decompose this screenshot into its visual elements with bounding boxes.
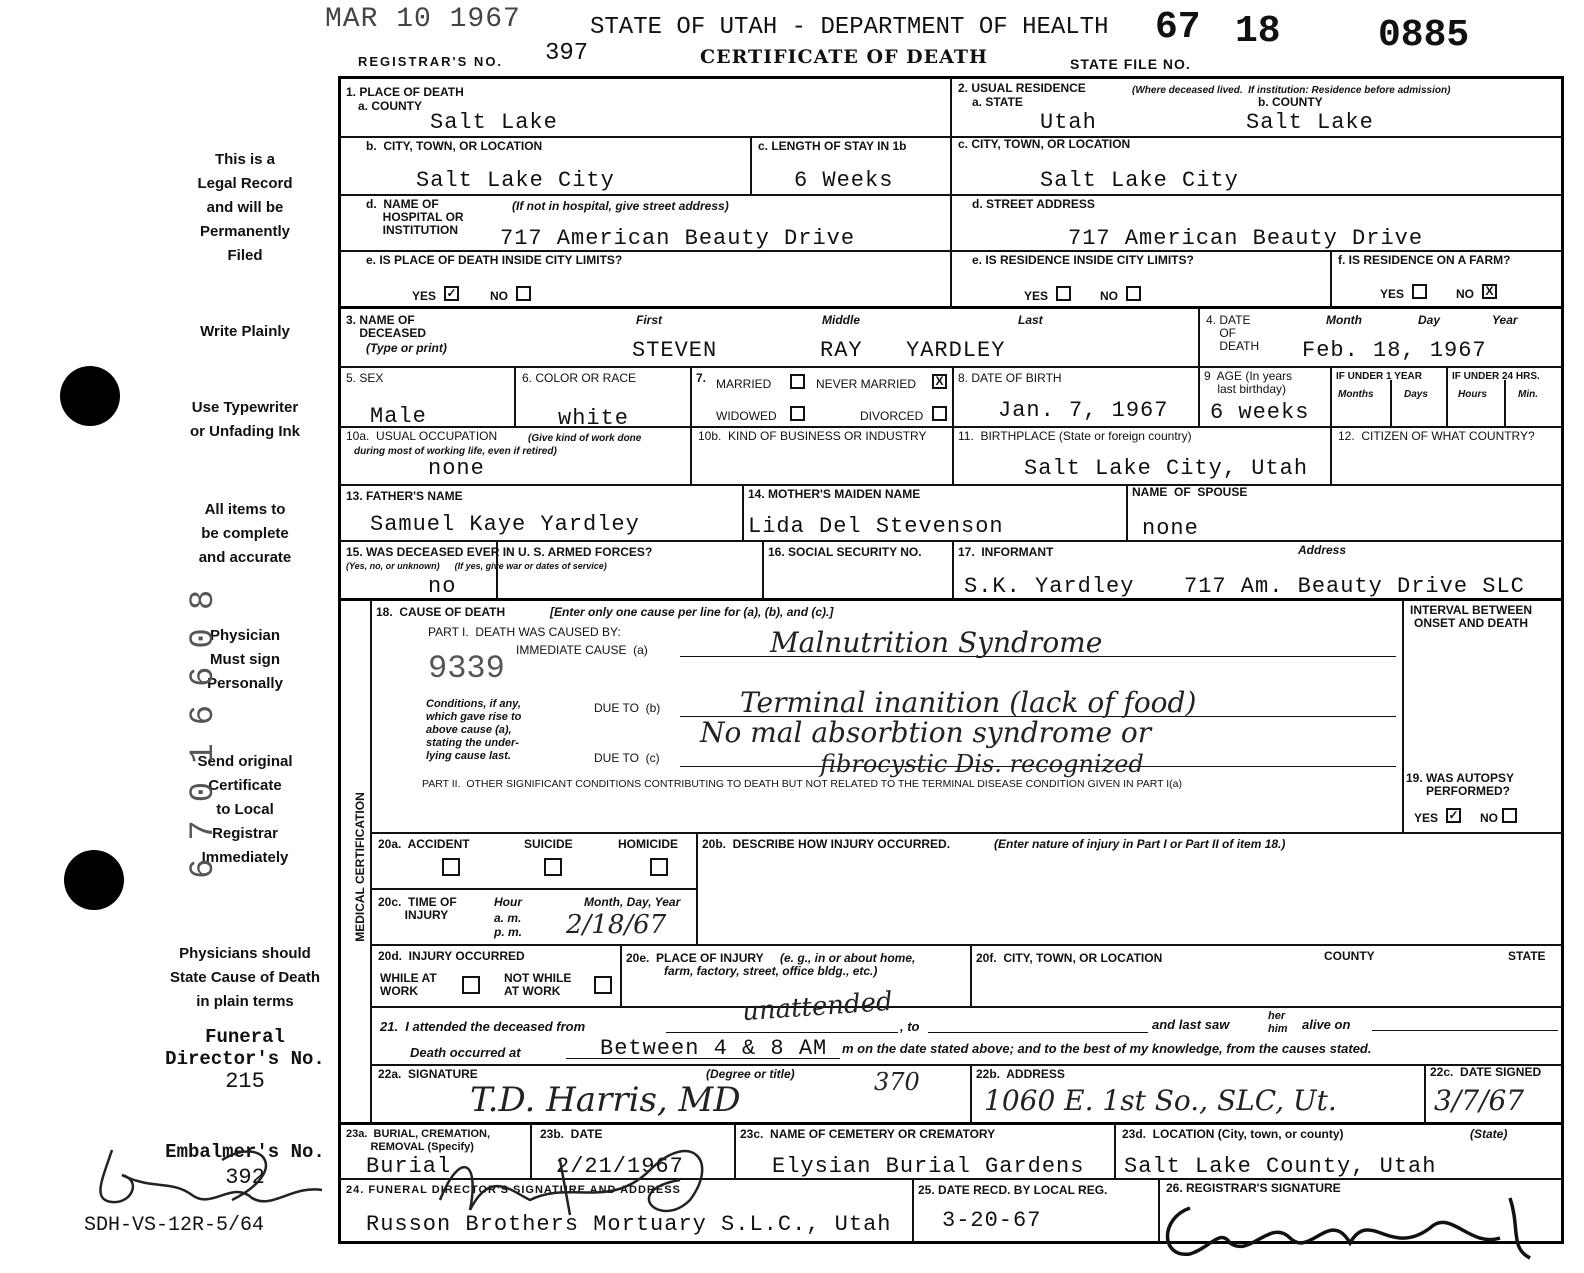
cause-a: Malnutrition Syndrome (770, 626, 1103, 659)
street-value: 717 American Beauty Drive (1068, 226, 1424, 251)
injury-state-heading: STATE (1508, 949, 1546, 963)
date-signed-label: 22c. DATE SIGNED (1430, 1065, 1542, 1079)
business-label: 10b. KIND OF BUSINESS OR INDUSTRY (698, 429, 927, 443)
res-city-limits-no-box[interactable] (1126, 286, 1141, 301)
street-label: d. STREET ADDRESS (972, 197, 1095, 211)
county-value: Salt Lake (430, 110, 558, 135)
physician-address-label: 22b. ADDRESS (976, 1067, 1065, 1081)
sidebar-embalmer-no: 392 (225, 1165, 265, 1190)
month-heading: Month (1326, 313, 1362, 327)
first-heading: First (636, 313, 663, 327)
funeral-director-label: 24. FUNERAL DIRECTOR'S SIGNATURE AND ADDRESS (346, 1184, 681, 1196)
city-value: Salt Lake City (416, 168, 615, 193)
citizen-label: 12. CITIZEN OF WHAT COUNTRY? (1338, 429, 1535, 443)
file-no-district: 18 (1235, 10, 1281, 53)
mother-label: 14. MOTHER'S MAIDEN NAME (748, 487, 921, 501)
autopsy-yes-box[interactable]: ✓ (1446, 808, 1461, 823)
birth-label: 8. DATE OF BIRTH (958, 371, 1062, 385)
sidebar-physician-sign: Physician Must sign Personally (207, 627, 283, 692)
date-received: 3-20-67 (942, 1208, 1042, 1233)
armed-forces-value: no (428, 574, 457, 599)
while-work-label: WHILE AT WORK (380, 971, 437, 998)
injury-describe-label: 20b. DESCRIBE HOW INJURY OCCURRED. (702, 837, 951, 851)
sidebar-all-items: All items to be complete and accurate (198, 501, 292, 566)
divorced-label: DIVORCED (860, 409, 924, 423)
cause-b: Terminal inanition (lack of food) (740, 686, 1197, 719)
farm-no-label: NO (1456, 287, 1474, 301)
autopsy-yes-label: YES (1414, 811, 1439, 825)
physician-number: 370 (874, 1068, 920, 1096)
under-24-label: IF UNDER 24 HRS. (1452, 371, 1540, 382)
informant-value: S.K. Yardley (964, 574, 1135, 599)
widowed-box[interactable] (790, 406, 805, 421)
res-city-label: c. CITY, TOWN, OR LOCATION (958, 137, 1131, 151)
occupation-value: none (428, 456, 485, 481)
widowed-label: WIDOWED (716, 409, 777, 423)
address-heading: Address (1298, 543, 1347, 557)
date-death-label: 4. DATE OF DEATH (1206, 313, 1260, 353)
name-label: 3. NAME OF DECEASED (346, 313, 427, 340)
res-city-value: Salt Lake City (1040, 168, 1239, 193)
occupation-note: (Give kind of work done during most of working life, even if retired) (354, 433, 642, 457)
occupation-label: 10a. USUAL OCCUPATION (346, 429, 498, 443)
res-county-value: Salt Lake (1246, 110, 1374, 135)
suicide-label: SUICIDE (524, 837, 573, 851)
to-label: , to (900, 1019, 920, 1034)
res-city-limits-yes-box[interactable] (1056, 286, 1071, 301)
farm-yes-label: YES (1380, 287, 1405, 301)
sidebar-funeral-label: Funeral Director's No. (165, 1026, 325, 1070)
never-married-box[interactable]: X (932, 374, 947, 389)
death-statement: m on the date stated above; and to the best of my knowledge, from the causes stated. (842, 1041, 1372, 1056)
mdy-heading: Month, Day, Year (584, 895, 681, 909)
sidebar-typewriter: Use Typewriter or Unfading Ink (190, 399, 300, 440)
last-heading: Last (1018, 313, 1043, 327)
binder-hole-bottom (64, 850, 124, 910)
city-limits-yes-label: YES (412, 289, 437, 303)
not-while-box[interactable] (594, 976, 612, 994)
physician-signature: T.D. Harris, MD (470, 1080, 741, 1120)
res-county-label: b. COUNTY (1258, 95, 1323, 109)
spouse-label: NAME OF SPOUSE (1132, 485, 1248, 499)
interval-label: INTERVAL BETWEEN ONSET AND DEATH (1410, 603, 1533, 630)
hour-heading: Hour (494, 895, 522, 909)
certificate-title: CERTIFICATE OF DEATH (700, 46, 988, 68)
due-to-b-label: DUE TO (b) (594, 701, 661, 715)
city-limits-no-box[interactable] (516, 286, 531, 301)
injury-occurred-label: 20d. INJURY OCCURRED (378, 949, 525, 963)
injury-date: 2/18/67 (566, 910, 667, 940)
registrar-no: 397 (545, 40, 589, 67)
sex-label: 5. SEX (346, 371, 384, 385)
sidebar-embalmer-label: Embalmer's No. (165, 1141, 325, 1163)
signature-label: 22a. SIGNATURE (378, 1067, 478, 1081)
race-label: 6. COLOR OR RACE (522, 371, 637, 385)
attended-value: unattended (741, 986, 894, 1028)
burial-date-label: 23b. DATE (540, 1127, 603, 1141)
place-of-death-label: 1. PLACE OF DEATH (346, 85, 464, 99)
medical-certification-label: MEDICAL CERTIFICATION (353, 792, 367, 942)
usual-residence-note: (Where deceased lived. If institution: Residence before admission) (1132, 85, 1451, 96)
autopsy-no-box[interactable] (1502, 808, 1517, 823)
classification-code: 9339 (428, 650, 505, 687)
received-stamp: MAR 10 1967 (325, 4, 521, 35)
death-time: Between 4 & 8 AM (600, 1036, 828, 1061)
middle-name: RAY (820, 338, 863, 363)
injury-place-note: (e. g., in or about home, farm, factory, street, office bldg., etc.) (664, 951, 916, 978)
first-name: STEVEN (632, 338, 718, 363)
hospital-label: d. NAME OF HOSPITAL OR INSTITUTION (366, 197, 464, 237)
injury-county-heading: COUNTY (1324, 949, 1375, 963)
hours-heading: Hours (1458, 389, 1487, 400)
physician-address: 1060 E. 1st So., SLC, Ut. (984, 1084, 1337, 1117)
farm-no-box[interactable]: X (1482, 284, 1497, 299)
marital-label: 7. (696, 371, 707, 385)
informant-label: 17. INFORMANT (958, 545, 1054, 559)
file-no-year: 67 (1155, 6, 1201, 49)
disposition-value: Burial (366, 1154, 452, 1179)
funeral-director-address: Russon Brothers Mortuary S.L.C., Utah (366, 1212, 892, 1237)
registrar-signature-label: 26. REGISTRAR'S SIGNATURE (1166, 1181, 1341, 1195)
state-dept-line: STATE OF UTAH - DEPARTMENT OF HEALTH (590, 14, 1109, 41)
birthplace-label: 11. BIRTHPLACE (State or foreign country) (958, 429, 1192, 443)
state-file-label: STATE FILE NO. (1070, 56, 1191, 72)
armed-forces-label: 15. WAS DECEASED EVER IN U. S. ARMED FORCES? (346, 545, 653, 559)
cause-label: 18. CAUSE OF DEATH (376, 605, 506, 619)
embalmer-signature (82, 1140, 332, 1220)
birthplace-value: Salt Lake City, Utah (1024, 456, 1309, 481)
armed-forces-note: (Yes, no, or unknown) (If yes, give war or dates of service) (346, 561, 607, 571)
farm-yes-box[interactable] (1412, 284, 1427, 299)
age-value: 6 weeks (1210, 400, 1310, 425)
city-limits-yes-box[interactable]: ✓ (444, 286, 459, 301)
cemetery-label: 23c. NAME OF CEMETERY OR CREMATORY (740, 1127, 996, 1141)
res-state-value: Utah (1040, 110, 1097, 135)
attended-label: 21. I attended the deceased from (380, 1019, 586, 1034)
immediate-cause-label: IMMEDIATE CAUSE (a) (516, 643, 648, 657)
sidebar-send-original: Send original Certificate to Local Registrar Immediately (197, 753, 293, 866)
res-state-label: a. STATE (972, 95, 1023, 109)
age-label: 9 AGE (In years last birthday) (1204, 369, 1293, 396)
min-heading: Min. (1518, 389, 1538, 400)
divorced-box[interactable] (932, 406, 947, 421)
hospital-note: (If not in hospital, give street address) (512, 199, 729, 213)
last-name: YARDLEY (906, 338, 1006, 363)
under-year-label: IF UNDER 1 YEAR (1336, 371, 1422, 382)
days-heading: Days (1404, 389, 1428, 400)
state-paren-label: (State) (1470, 1127, 1508, 1141)
date-received-label: 25. DATE RECD. BY LOCAL REG. (918, 1183, 1108, 1197)
cause-c-line2: fibrocystic Dis. recognized (820, 750, 1144, 778)
registrar-label: REGISTRAR'S NO. (358, 54, 504, 69)
sidebar-write-plainly: Write Plainly (200, 323, 290, 340)
time-injury-label: 20c. TIME OF INJURY (378, 895, 457, 922)
res-city-limits-label: e. IS RESIDENCE INSIDE CITY LIMITS? (972, 253, 1194, 267)
city-label: b. CITY, TOWN, OR LOCATION (366, 139, 543, 153)
res-city-limits-yes-label: YES (1024, 289, 1049, 303)
binder-hole-top (60, 366, 120, 426)
day-heading: Day (1418, 313, 1441, 327)
file-no-serial: 0885 (1378, 14, 1470, 57)
homicide-label: HOMICIDE (618, 837, 678, 851)
date-signed: 3/7/67 (1434, 1084, 1525, 1117)
married-box[interactable] (790, 374, 805, 389)
father-label: 13. FATHER'S NAME (346, 489, 463, 503)
location-label: 23d. LOCATION (City, town, or county) (1122, 1127, 1344, 1141)
birth-value: Jan. 7, 1967 (998, 398, 1169, 423)
sex-value: Male (370, 404, 427, 429)
usual-residence-label: 2. USUAL RESIDENCE (958, 81, 1086, 95)
not-while-label: NOT WHILE AT WORK (504, 971, 572, 998)
sidebar-funeral-no: 215 (225, 1069, 265, 1094)
city-limits-no-label: NO (490, 289, 508, 303)
name-note: (Type or print) (366, 341, 447, 355)
never-married-label: NEVER MARRIED (816, 377, 917, 391)
spouse-value: none (1142, 516, 1199, 541)
stay-value: 6 Weeks (794, 168, 894, 193)
county-label: a. COUNTY (358, 99, 423, 113)
accident-box[interactable] (442, 858, 460, 876)
year-heading: Year (1492, 313, 1518, 327)
due-to-c-label: DUE TO (c) (594, 751, 660, 765)
mother-value: Lida Del Stevenson (748, 514, 1004, 539)
sidebar-legal-record: This is a Legal Record and will be Permanently Filed (197, 151, 293, 264)
injury-describe-note: (Enter nature of injury in Part I or Part II of item 18.) (994, 837, 1286, 851)
burial-date: 2/21/1967 (556, 1154, 684, 1179)
cemetery-value: Elysian Burial Gardens (772, 1154, 1085, 1179)
hospital-value: 717 American Beauty Drive (500, 226, 856, 251)
location-value: Salt Lake County, Utah (1124, 1154, 1437, 1179)
conditions-note: Conditions, if any, which gave rise to above cause (a), stating the under- lying cause last. (426, 698, 522, 762)
funeral-director-signature (420, 1127, 740, 1230)
sidebar-state-cause: Physicians should State Cause of Death in plain terms (169, 945, 321, 1010)
farm-label: f. IS RESIDENCE ON A FARM? (1338, 253, 1511, 267)
cause-c-line1: No mal absorbtion syndrome or (700, 716, 1152, 749)
disposition-label: 23a. BURIAL, CREMATION, REMOVAL (Specify) (346, 1128, 491, 1153)
informant-address: 717 Am. Beauty Drive SLC (1184, 574, 1525, 599)
months-heading: Months (1338, 389, 1374, 400)
form-code: SDH-VS-12R-5/64 (84, 1214, 265, 1237)
part1-label: PART I. DEATH WAS CAUSED BY: (428, 625, 621, 639)
degree-label: (Degree or title) (706, 1067, 795, 1081)
ssn-label: 16. SOCIAL SECURITY NO. (768, 545, 922, 559)
death-occurred-label: Death occurred at (410, 1045, 521, 1060)
alive-on-label: alive on (1302, 1017, 1351, 1032)
accident-label: 20a. ACCIDENT (378, 837, 470, 851)
res-city-limits-no-label: NO (1100, 289, 1118, 303)
autopsy-label: 19. WAS AUTOPSY PERFORMED? (1406, 771, 1515, 798)
while-work-box[interactable] (462, 976, 480, 994)
injury-city-label: 20f. CITY, TOWN, OR LOCATION (976, 951, 1163, 965)
homicide-box[interactable] (650, 858, 668, 876)
cause-note: [Enter only one cause per line for (a), (b), and (c).] (550, 605, 834, 619)
part2-label: PART II. OTHER SIGNIFICANT CONDITIONS CONTRIBUTING TO DEATH BUT NOT RELATED TO THE TERMINAL DISEASE CONDITION GIVEN IN PART I(a) (422, 778, 1182, 790)
vertical-file-number: 67016608 (185, 571, 223, 879)
her-him-label: her him (1268, 1010, 1288, 1035)
married-label: MARRIED (716, 377, 772, 391)
last-saw-label: and last saw (1152, 1017, 1230, 1032)
suicide-box[interactable] (544, 858, 562, 876)
autopsy-no-label: NO (1480, 811, 1498, 825)
city-limits-label: e. IS PLACE OF DEATH INSIDE CITY LIMITS? (366, 253, 623, 267)
injury-place-label: 20e. PLACE OF INJURY (626, 951, 764, 965)
stay-label: c. LENGTH OF STAY IN 1b (758, 139, 907, 153)
middle-heading: Middle (822, 313, 860, 327)
registrar-signature (1150, 1188, 1560, 1268)
race-value: white (558, 406, 630, 431)
pm-label: p. m. (494, 925, 523, 939)
am-label: a. m. (494, 911, 522, 925)
death-date: Feb. 18, 1967 (1302, 338, 1487, 363)
father-value: Samuel Kaye Yardley (370, 512, 640, 537)
